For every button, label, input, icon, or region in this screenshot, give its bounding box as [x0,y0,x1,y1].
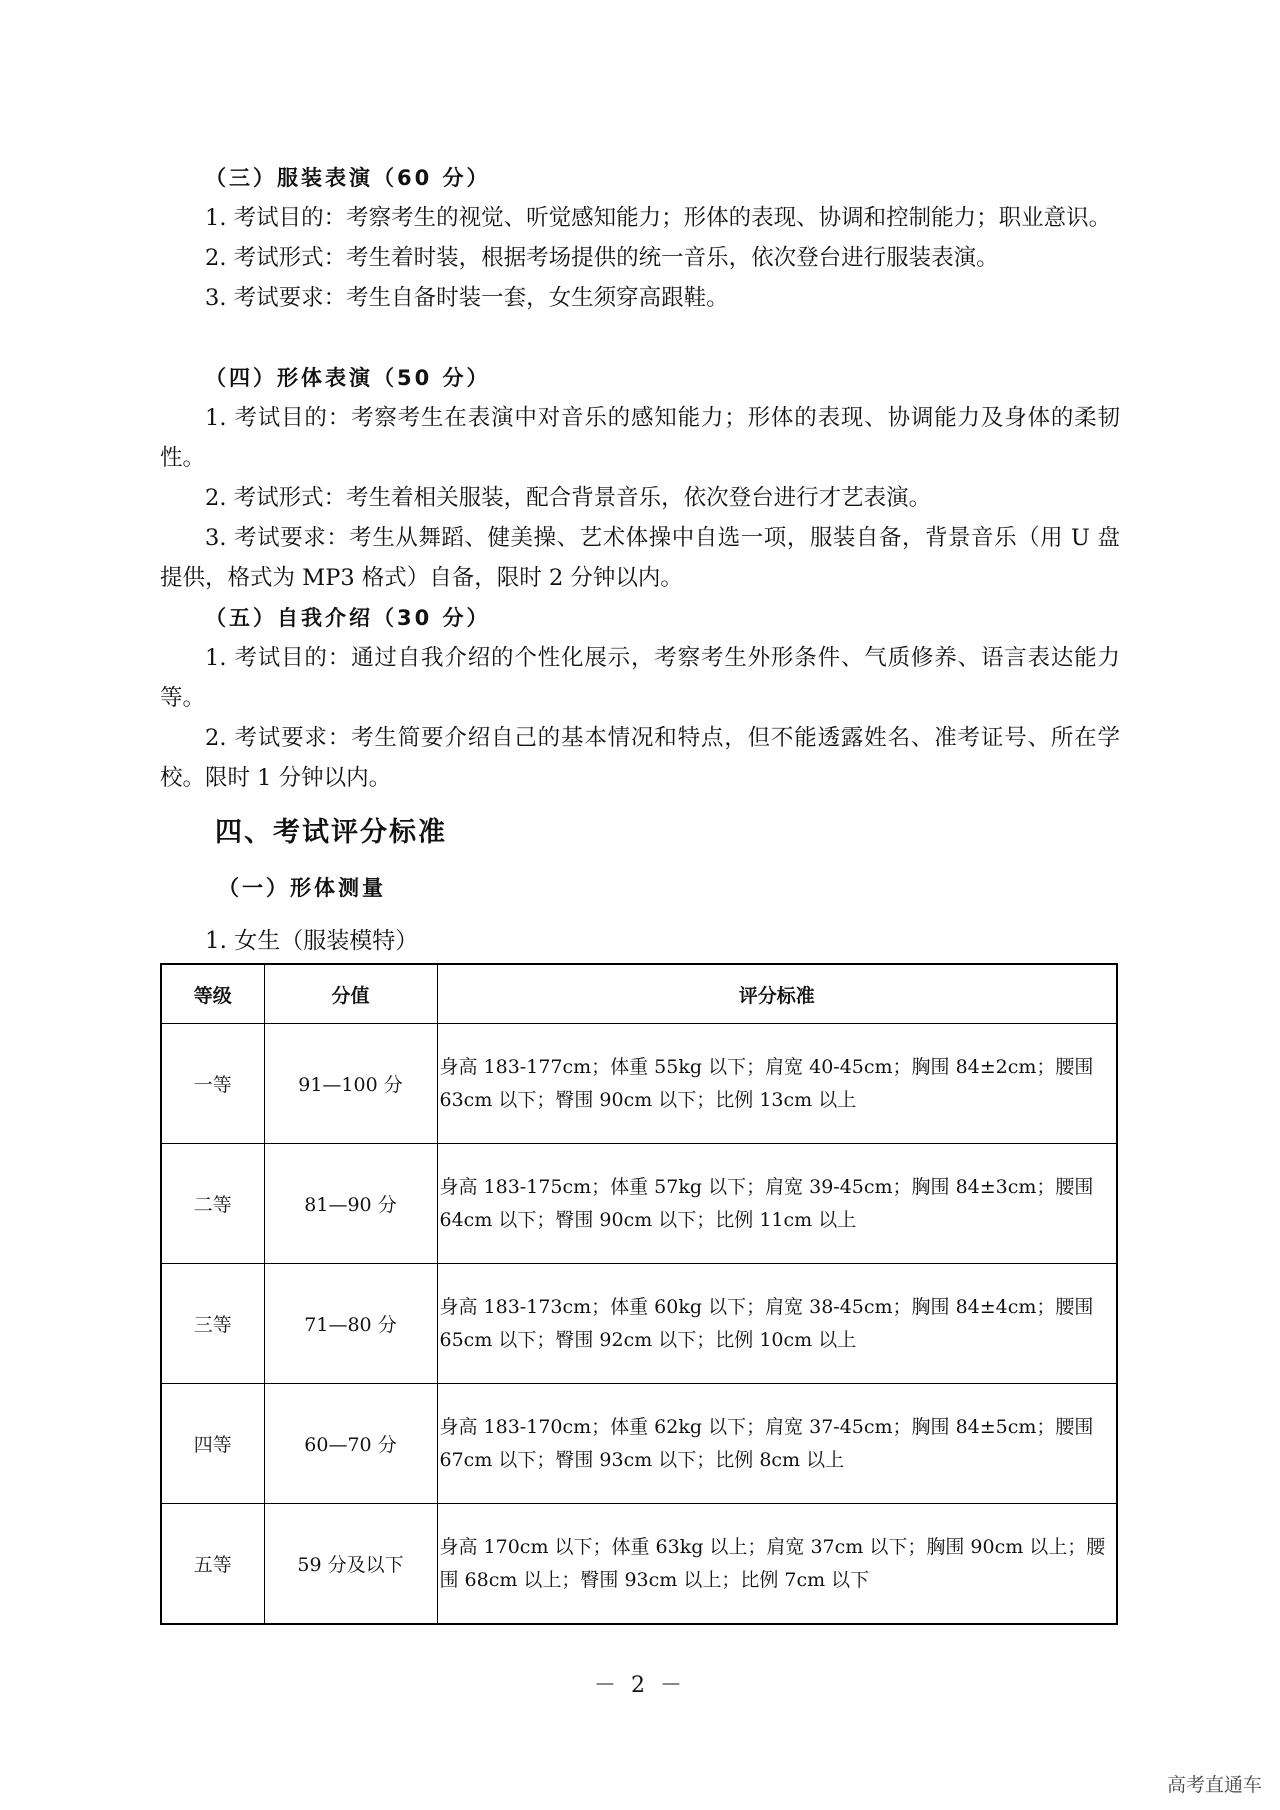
standard-cell: 身高 170cm 以下；体重 63kg 以上；肩宽 37cm 以下；胸围 90cm 以上；腰围 68cm 以上；臀围 93cm 以上；比例 7cm 以下 [437,1504,1117,1625]
header-standard: 评分标准 [437,964,1117,1024]
watermark: 高考直通车 [1166,1774,1262,1796]
paragraph: 3. 考试要求：考生自备时装一套，女生须穿高跟鞋。 [205,285,729,311]
table-row [161,1504,1117,1625]
section-heading: （四）形体表演（50 分） [205,366,491,390]
table-caption: 1. 女生（服装模特） [205,928,419,954]
standard-cell: 身高 183-175cm；体重 57kg 以下；肩宽 39-45cm；胸围 84±3cm；腰围 64cm 以下；臀围 90cm 以下；比例 11cm 以上 [437,1144,1117,1264]
table-row [161,1384,1117,1504]
section-heading: （五）自我介绍（30 分） [205,606,491,630]
table-row [161,1024,1117,1144]
standard-cell: 身高 183-170cm；体重 62kg 以下；肩宽 37-45cm；胸围 84±5cm；腰围 67cm 以下；臀围 93cm 以下；比例 8cm 以上 [437,1384,1117,1504]
scoring-table [160,963,1118,1625]
page-number: － 2 － [594,1673,686,1698]
paragraph: 2. 考试形式：考生着相关服装，配合背景音乐，依次登台进行才艺表演。 [205,485,932,511]
section-5 [160,598,1120,798]
grade-cell: 四等 [161,1384,264,1504]
grade-cell: 一等 [161,1024,264,1144]
paragraph: 1. 考试目的：考察考生在表演中对音乐的感知能力；形体的表现、协调能力及身体的柔韧性。 [160,405,1120,471]
paragraph: 3. 考试要求：考生从舞蹈、健美操、艺术体操中自选一项，服装自备，背景音乐（用 U 盘提供，格式为 MP3 格式）自备，限时 2 分钟以内。 [160,525,1120,591]
score-cell: 60—70 分 [264,1384,437,1504]
section-4 [160,358,1120,598]
standard-cell: 身高 183-173cm；体重 60kg 以下；肩宽 38-45cm；胸围 84±4cm；腰围 65cm 以下；臀围 92cm 以下；比例 10cm 以上 [437,1264,1117,1384]
grade-cell: 五等 [161,1504,264,1625]
score-cell: 91—100 分 [264,1024,437,1144]
paragraph: 1. 考试目的：考察考生的视觉、听觉感知能力；形体的表现、协调和控制能力；职业意识。 [205,205,1112,231]
standard-cell: 身高 183-177cm；体重 55kg 以下；肩宽 40-45cm；胸围 84±2cm；腰围 63cm 以下；臀围 90cm 以下；比例 13cm 以上 [437,1024,1117,1144]
section-3 [160,158,1120,318]
paragraph: 2. 考试要求：考生简要介绍自己的基本情况和特点，但不能透露姓名、准考证号、所在学校。限时 1 分钟以内。 [160,725,1120,791]
table-row [161,1144,1117,1264]
header-grade: 等级 [161,964,264,1024]
paragraph: 2. 考试形式：考生着时装，根据考场提供的统一音乐，依次登台进行服装表演。 [205,245,999,271]
paragraph: 1. 考试目的：通过自我介绍的个性化展示，考察考生外形条件、气质修养、语言表达能力等。 [160,645,1120,711]
section-heading: （三）服装表演（60 分） [205,166,491,190]
sub-heading: （一）形体测量 [218,876,386,900]
grade-cell: 三等 [161,1264,264,1384]
chapter-title: 四、考试评分标准 [215,817,447,848]
score-cell: 81—90 分 [264,1144,437,1264]
score-cell: 59 分及以下 [264,1504,437,1625]
table-row [161,1264,1117,1384]
table-header-row [161,964,1117,1024]
score-cell: 71—80 分 [264,1264,437,1384]
header-score: 分值 [264,964,437,1024]
grade-cell: 二等 [161,1144,264,1264]
